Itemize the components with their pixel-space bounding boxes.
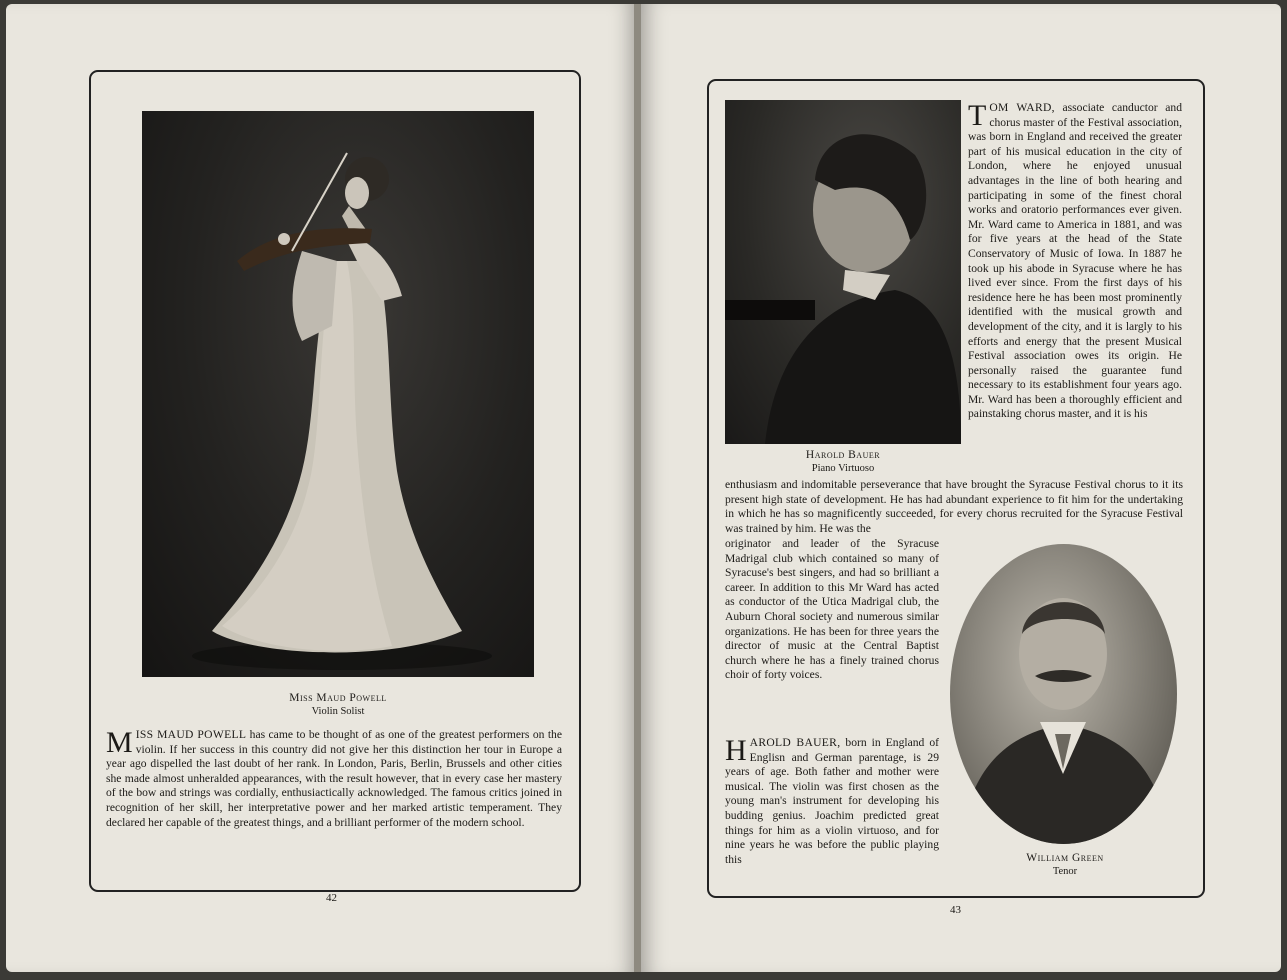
drop-cap: M [106, 726, 133, 759]
article-lead: ISS MAUD POWELL [135, 728, 247, 741]
article-text: originator and leader of the Syracuse Madrigal club which contained so many of Syracuse's best singers, and had so brilliant a career. In addition to this Mr Ward has acted as conductor of the Utica Madrigal club, the Auburn Choral society and numerous similar organizations. He has been for three years the director of music at the Central Baptist church where he has a finely trained chorus choir of forty voices. [725, 537, 939, 682]
article-text: has came to be thought of as one of the greatest performers on the violin. If her success in this country did not give her this distinction her tour in Europe a year ago dispelled the last doubt of her rank. In London, Paris, Berlin, Brussels and other cities she made almost unheralded appearances, with the result however, that in every case her mastery of the bow and strings was cordially, enthusiactically acknowledged. The famous critics joined in recognition of her skill, her interpretative power and her marked artistic temperament. They declared her capable of the greatest things, and a brilliant performer of the modern school. [106, 728, 562, 829]
right-page-frame [707, 79, 1205, 898]
caption-name: Harold Bauer [805, 449, 881, 461]
caption-role: Violin Solist [311, 706, 365, 717]
caption-role: Piano Virtuoso [811, 463, 875, 474]
caption-role: Tenor [1052, 866, 1078, 877]
drop-cap: H [725, 734, 747, 767]
harold-bauer-caption [725, 448, 961, 476]
article-text: enthusiasm and indomitable perseverance that have brought the Syracuse Festival chorus to it its present high state of development. He has had abundant experience to fit him for the undertaking in which he has so magnificently succeeded, for every chorus recruited for the Syracuse Festival was trained by him. He was the [725, 478, 1183, 535]
tom-ward-article-part1 [968, 101, 1182, 422]
drop-cap: T [968, 99, 987, 132]
article-text: associate canductor and chorus master of the Festival association, was born in England and received the greater part of his musical education in the city of London, where he enjoyed unusual advantages in the line of both hearing and participating in some of the finest choral works and oratorio performances ever given. Mr. Ward came to America in 1881, and was for five years at the head of the State Conservatory of Music of Iowa. In 1887 he took up his abode in Syracuse where he has lived ever since. From the first days of his residence here he has been most prominently identified with the musical growth and development of the city, and it is largly to his efforts and energy that the present Musical Festival association owes its origin. He personally raised the guarantee fund necessary to its establishment four years ago. Mr. Ward has been a thoroughly efficient and painstaking chorus master, and it is his [968, 101, 1182, 421]
article-lead: OM WARD, [989, 101, 1055, 114]
harold-bauer-article [725, 736, 939, 867]
left-page-frame [89, 70, 581, 892]
article-text: born in England of Englisn and German parentage, is 29 years of age. Both father and mother were musical. The violin was first chosen as the young man's instrument for developing his budding genius. Joachim predicted great things for him as a violin virtuoso, and for nine years he was before the public playing this [725, 736, 939, 866]
page-number: 42 [326, 892, 337, 904]
william-green-photo [950, 544, 1177, 844]
tenor-illustration [950, 544, 1177, 844]
page-number: 43 [950, 904, 961, 916]
maud-powell-photo [142, 111, 534, 677]
caption-name: Miss Maud Powell [289, 692, 387, 704]
right-page [641, 4, 1281, 972]
maud-powell-caption [142, 691, 534, 719]
william-green-caption [977, 851, 1153, 879]
tom-ward-article-part3 [725, 537, 939, 683]
left-page [6, 4, 636, 972]
maud-powell-article [106, 728, 562, 830]
caption-name: William Green [1026, 852, 1104, 864]
pianist-illustration [725, 100, 961, 444]
violinist-illustration [142, 111, 534, 677]
harold-bauer-photo [725, 100, 961, 444]
article-lead: AROLD BAUER, [749, 736, 841, 749]
tom-ward-article-part2 [725, 478, 1183, 536]
